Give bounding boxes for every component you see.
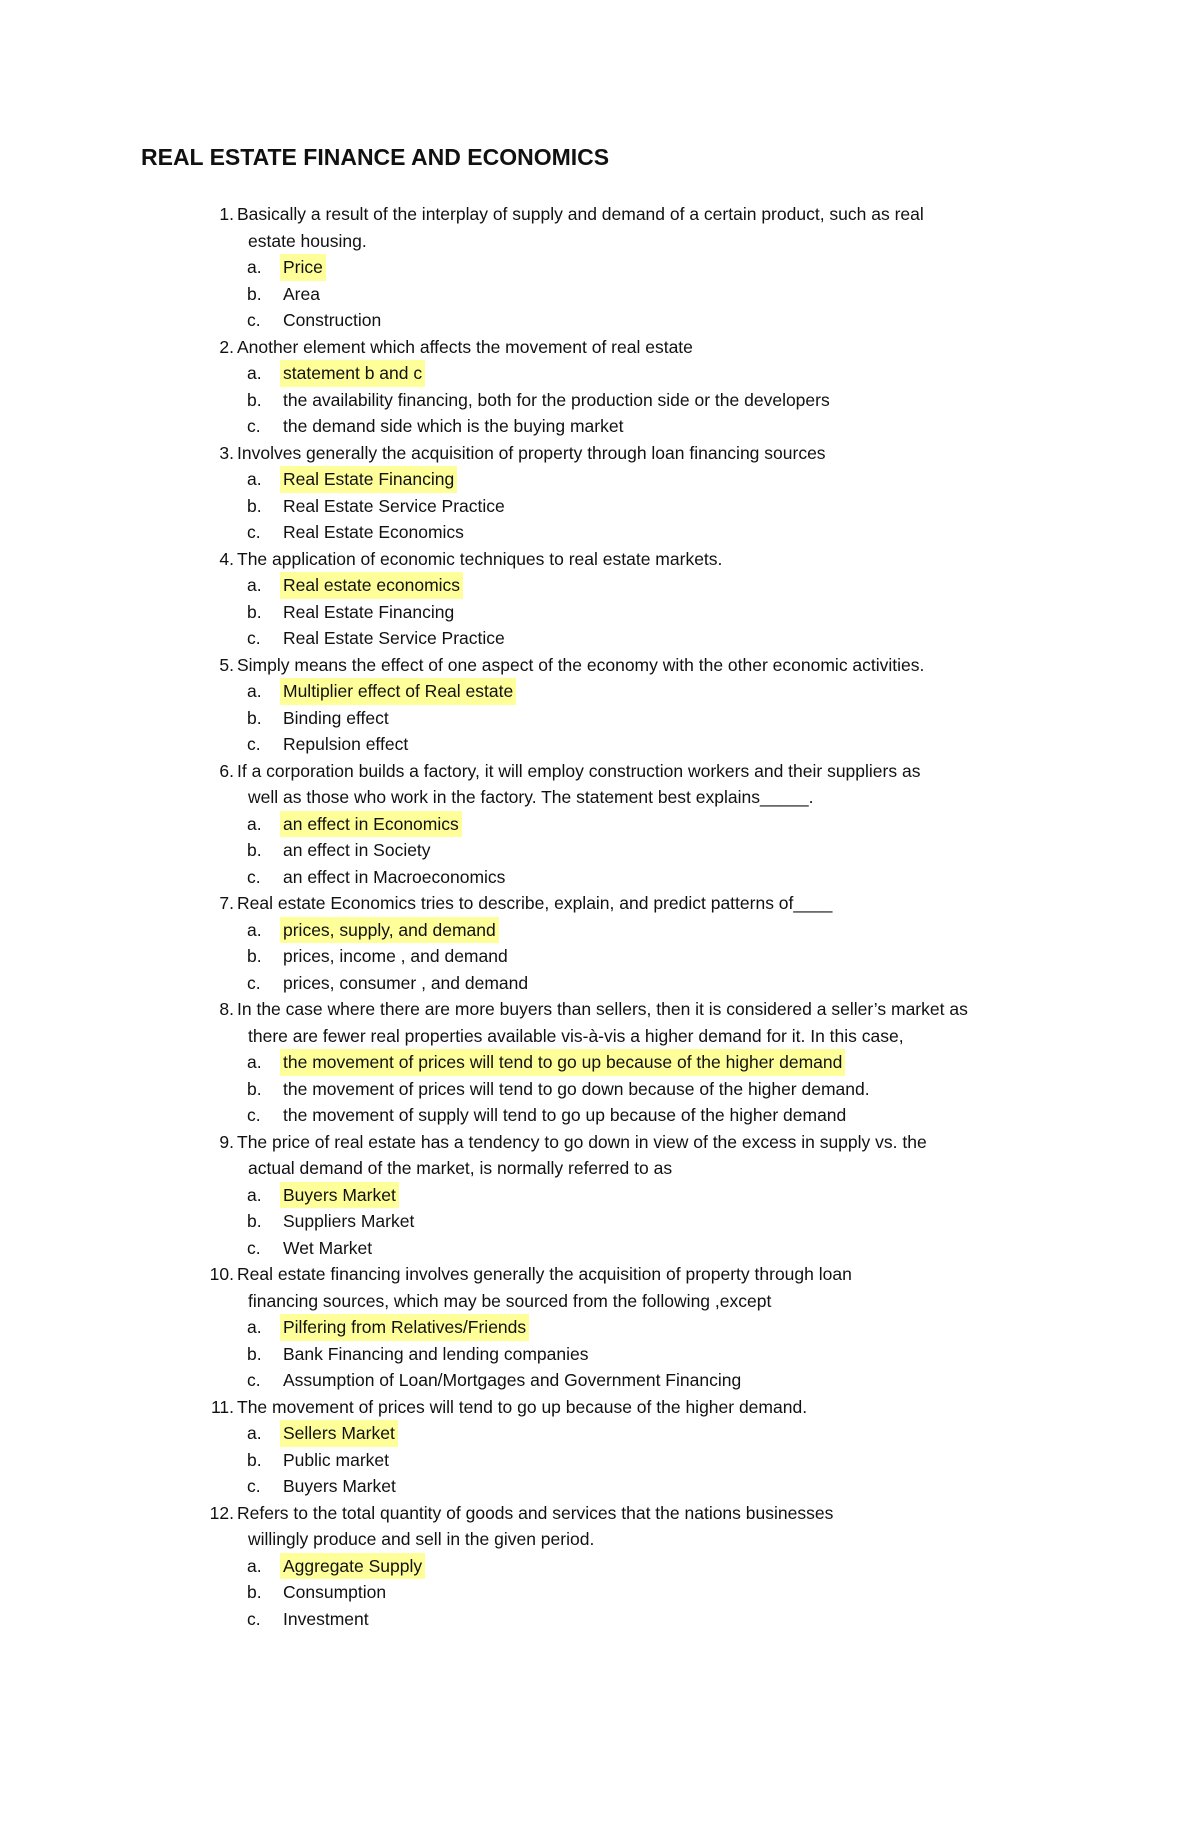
answer-option [0, 678, 1200, 705]
question-number: 5. [219, 654, 234, 675]
question-continuation-line [0, 1155, 1200, 1182]
question-line [0, 440, 1200, 467]
question-number: 1. [219, 204, 234, 224]
option-letter: c. [247, 416, 261, 436]
answer-option [0, 970, 1200, 997]
question-number: 7. [219, 893, 234, 913]
document-title: REAL ESTATE FINANCE AND ECONOMICS [141, 144, 610, 170]
question-item [0, 334, 1200, 440]
answer-option [0, 864, 1200, 891]
option-letter: b. [247, 1343, 262, 1364]
answer-option [0, 1208, 1200, 1235]
question-number: 9. [219, 1131, 234, 1152]
question-list [0, 201, 1200, 1632]
question-line [0, 334, 1200, 361]
question-text: Basically a result of the interplay of supply and demand of a certain product, such as real [237, 204, 924, 224]
option-text: the movement of supply will tend to go up because of the higher demand [283, 1105, 847, 1125]
option-text: Assumption of Loan/Mortgages and Government Financing [283, 1370, 742, 1390]
question-line [0, 1500, 1200, 1527]
answer-option [0, 1076, 1200, 1103]
option-text: Binding effect [283, 707, 389, 728]
option-letter: a. [247, 575, 262, 595]
question-number: 2. [219, 336, 234, 357]
answer-option [0, 1049, 1200, 1076]
question-line [0, 652, 1200, 679]
question-item [0, 996, 1200, 1129]
question-text: In the case where there are more buyers than sellers, then it is considered a seller’s market as [237, 999, 968, 1019]
answer-option [0, 1553, 1200, 1580]
option-letter: c. [247, 734, 261, 754]
option-letter: c. [247, 972, 261, 993]
question-item [0, 758, 1200, 891]
question-continuation-line [0, 1023, 1200, 1050]
option-text: an effect in Macroeconomics [283, 866, 506, 887]
answer-option [0, 917, 1200, 944]
question-line [0, 546, 1200, 573]
highlighted-answer: Aggregate Supply [280, 1553, 425, 1580]
option-text: Bank Financing and lending companies [283, 1343, 589, 1364]
highlighted-answer: statement b and c [280, 360, 425, 387]
option-letter: a. [247, 1317, 262, 1337]
question-text: well as those who work in the factory. The statement best explains_____. [248, 787, 814, 807]
answer-option [0, 307, 1200, 334]
answer-option [0, 413, 1200, 440]
option-letter: a. [247, 1052, 262, 1072]
option-letter: b. [247, 495, 262, 516]
answer-option [0, 281, 1200, 308]
question-item [0, 1129, 1200, 1262]
question-number: 10. [209, 1264, 234, 1284]
question-text: Involves generally the acquisition of property through loan financing sources [237, 442, 826, 463]
question-item [0, 1261, 1200, 1394]
option-letter: b. [247, 1582, 262, 1602]
option-text: the movement of prices will tend to go down because of the higher demand. [283, 1078, 870, 1099]
question-text: Real estate financing involves generally the acquisition of property through loan [237, 1264, 852, 1284]
answer-option [0, 1314, 1200, 1341]
question-text: The price of real estate has a tendency to go down in view of the excess in supply vs. the [237, 1131, 927, 1152]
question-item [0, 546, 1200, 652]
option-text: Buyers Market [283, 1476, 396, 1496]
question-item [0, 890, 1200, 996]
option-text: prices, income , and demand [283, 946, 508, 966]
option-letter: c. [247, 1476, 261, 1496]
option-text: Wet Market [283, 1237, 373, 1258]
question-text: Another element which affects the movement of real estate [237, 336, 693, 357]
option-letter: b. [247, 840, 262, 860]
answer-option [0, 1473, 1200, 1500]
question-line [0, 1394, 1200, 1421]
option-letter: a. [247, 1555, 262, 1576]
option-letter: a. [247, 363, 262, 383]
option-text: Consumption [283, 1582, 387, 1602]
answer-option [0, 572, 1200, 599]
question-text: The application of economic techniques to real estate markets. [237, 548, 723, 569]
option-letter: b. [247, 946, 262, 966]
option-letter: c. [247, 866, 261, 887]
answer-option [0, 519, 1200, 546]
option-text: the availability financing, both for the production side or the developers [283, 389, 830, 410]
question-text: If a corporation builds a factory, it will employ construction workers and their suppliers as [237, 760, 921, 781]
option-letter: c. [247, 310, 261, 330]
question-text: actual demand of the market, is normally referred to as [248, 1158, 673, 1178]
option-letter: c. [247, 522, 261, 542]
option-text: Real Estate Financing [283, 601, 455, 622]
question-number: 8. [219, 999, 234, 1019]
question-line [0, 1129, 1200, 1156]
question-text: there are fewer real properties available vis-à-vis a higher demand for it. In this case, [248, 1025, 904, 1046]
question-number: 12. [209, 1502, 234, 1523]
option-text: Public market [283, 1449, 390, 1470]
highlighted-answer: Buyers Market [280, 1182, 399, 1209]
question-text: willingly produce and sell in the given period. [248, 1529, 595, 1549]
highlighted-answer: Price [280, 254, 326, 281]
option-letter: a. [247, 919, 262, 940]
option-letter: a. [247, 257, 262, 277]
highlighted-answer: the movement of prices will tend to go up because of the higher demand [280, 1049, 845, 1076]
answer-option [0, 1341, 1200, 1368]
option-letter: c. [247, 628, 261, 648]
answer-option [0, 705, 1200, 732]
question-item [0, 1500, 1200, 1633]
highlighted-answer: an effect in Economics [280, 811, 462, 838]
option-text: an effect in Society [283, 840, 431, 860]
answer-option [0, 1102, 1200, 1129]
question-item [0, 652, 1200, 758]
option-text: Real Estate Economics [283, 522, 464, 542]
question-line [0, 996, 1200, 1023]
highlighted-answer: Multiplier effect of Real estate [280, 678, 516, 705]
question-continuation-line [0, 1288, 1200, 1315]
answer-option [0, 1420, 1200, 1447]
option-letter: c. [247, 1237, 261, 1258]
option-text: Real Estate Service Practice [283, 495, 505, 516]
question-line [0, 201, 1200, 228]
answer-option [0, 360, 1200, 387]
question-text: estate housing. [248, 230, 367, 251]
option-text: Suppliers Market [283, 1211, 415, 1231]
option-letter: b. [247, 1449, 262, 1470]
answer-option [0, 811, 1200, 838]
option-letter: c. [247, 1105, 261, 1125]
answer-option [0, 1447, 1200, 1474]
question-number: 6. [219, 760, 234, 781]
option-letter: b. [247, 601, 262, 622]
answer-option [0, 254, 1200, 281]
option-letter: a. [247, 681, 262, 701]
highlighted-answer: Pilfering from Relatives/Friends [280, 1314, 529, 1341]
answer-option [0, 466, 1200, 493]
answer-option [0, 1235, 1200, 1262]
option-text: Real Estate Service Practice [283, 628, 505, 648]
question-continuation-line [0, 784, 1200, 811]
question-continuation-line [0, 228, 1200, 255]
highlighted-answer: Real estate economics [280, 572, 463, 599]
answer-option [0, 1182, 1200, 1209]
question-line [0, 1261, 1200, 1288]
option-letter: b. [247, 1078, 262, 1099]
highlighted-answer: Sellers Market [280, 1420, 398, 1447]
option-letter: b. [247, 707, 262, 728]
option-text: Area [283, 283, 320, 304]
option-letter: a. [247, 813, 262, 834]
question-text: financing sources, which may be sourced from the following ,except [248, 1290, 772, 1311]
question-line [0, 890, 1200, 917]
highlighted-answer: Real Estate Financing [280, 466, 457, 493]
answer-option [0, 1606, 1200, 1633]
option-text: the demand side which is the buying market [283, 416, 624, 436]
question-text: Simply means the effect of one aspect of the economy with the other economic activities. [237, 654, 925, 675]
question-item [0, 1394, 1200, 1500]
answer-option [0, 387, 1200, 414]
answer-option [0, 1367, 1200, 1394]
question-item [0, 440, 1200, 546]
answer-option [0, 599, 1200, 626]
option-letter: c. [247, 1370, 261, 1390]
option-letter: a. [247, 469, 262, 489]
answer-option [0, 625, 1200, 652]
option-text: prices, consumer , and demand [283, 972, 529, 993]
option-letter: a. [247, 1423, 262, 1443]
option-letter: b. [247, 283, 262, 304]
answer-option [0, 943, 1200, 970]
question-line [0, 758, 1200, 785]
option-text: Investment [283, 1608, 369, 1629]
question-continuation-line [0, 1526, 1200, 1553]
option-letter: c. [247, 1608, 261, 1629]
option-letter: b. [247, 1211, 262, 1231]
question-number: 11. [210, 1396, 234, 1417]
option-letter: a. [247, 1184, 262, 1205]
highlighted-answer: prices, supply, and demand [280, 917, 499, 944]
option-text: Repulsion effect [283, 734, 409, 754]
question-text: The movement of prices will tend to go up because of the higher demand. [237, 1396, 808, 1417]
question-number: 4. [219, 548, 234, 569]
answer-option [0, 731, 1200, 758]
question-text: Refers to the total quantity of goods and services that the nations businesses [237, 1502, 834, 1523]
option-letter: b. [247, 389, 262, 410]
question-item [0, 201, 1200, 334]
answer-option [0, 493, 1200, 520]
answer-option [0, 1579, 1200, 1606]
question-text: Real estate Economics tries to describe, explain, and predict patterns of____ [237, 893, 833, 913]
question-number: 3. [219, 442, 234, 463]
answer-option [0, 837, 1200, 864]
option-text: Construction [283, 310, 382, 330]
